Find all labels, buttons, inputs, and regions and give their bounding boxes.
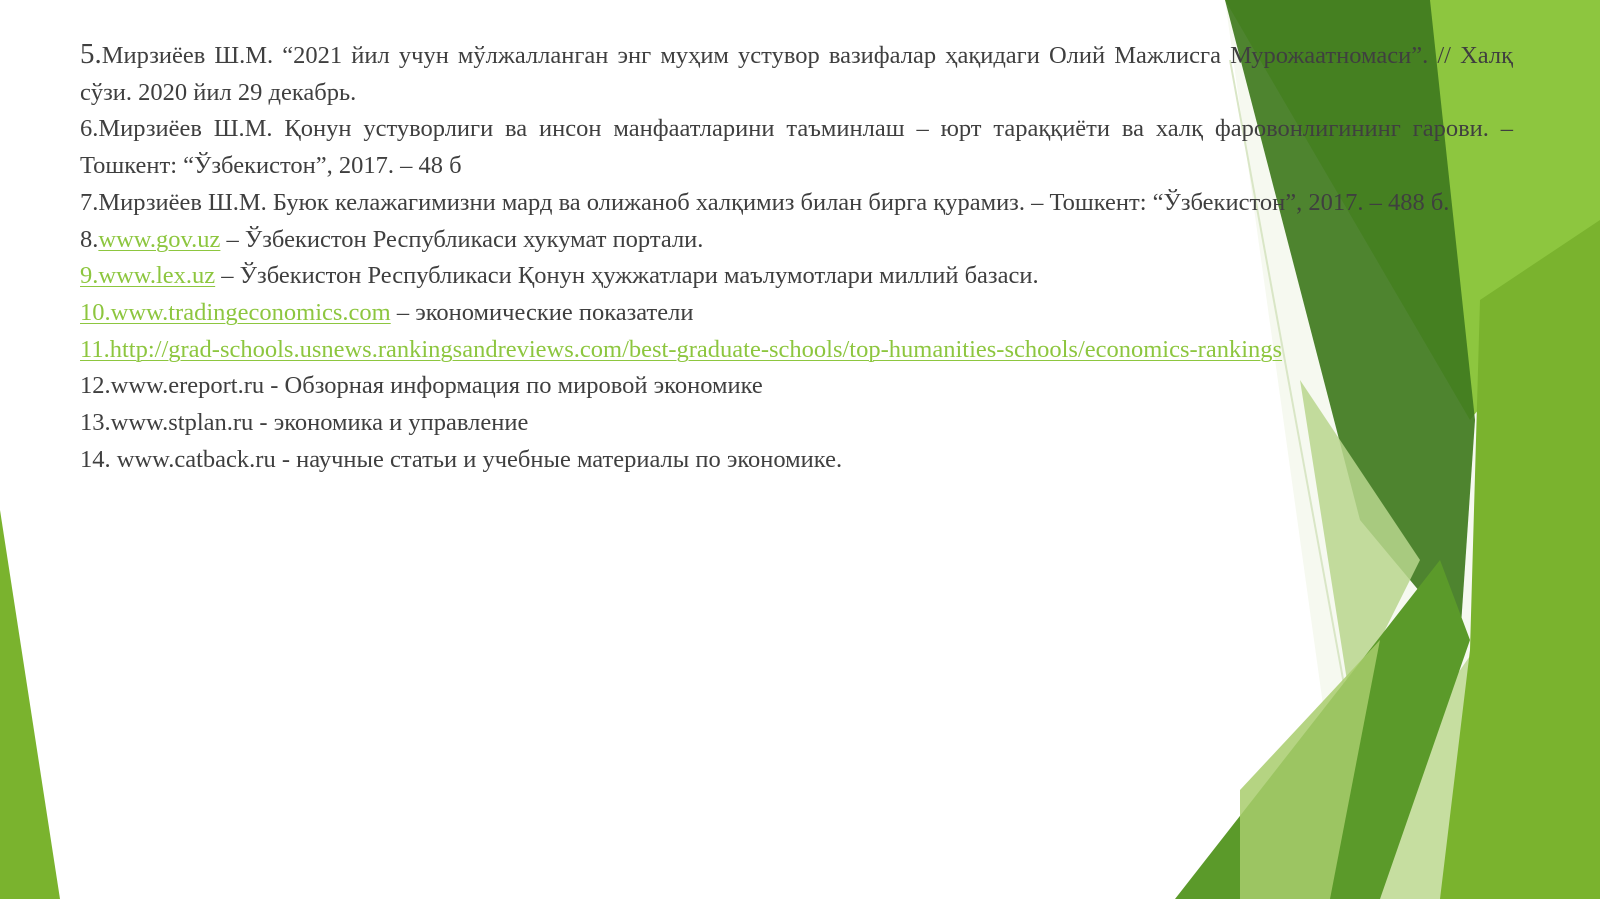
reference-item-14 [80, 442, 1513, 479]
reference-text: – Ўзбекистон Республикаси Қонун ҳужжатлари маълумотлари миллий базаси. [215, 262, 1039, 290]
usnews-rankings-link[interactable]: 11.http://grad-schools.usnews.rankingsandreviews.com/best-graduate-schools/top-humanities-schools/economics-rankings [80, 335, 1283, 363]
reference-item-5 [80, 36, 1513, 111]
tradingeconomics-link[interactable]: 10.www.tradingeconomics.com [80, 298, 391, 326]
reference-item-7 [80, 185, 1513, 222]
reference-prefix: 8. [80, 225, 99, 253]
left-green-stripe [0, 510, 60, 899]
lex-uz-link[interactable]: 9.www.lex.uz [80, 262, 216, 290]
reference-text: 6.Мирзиёев Ш.М. Қонун устуворлиги ва инсон манфаатларини таъминлаш – юрт тараққиёти ва халқ фаровонлигининг гарови. – Тошкент: “Ўзбекистон”, 2017. – 48 б [80, 115, 1513, 180]
reference-text: 14. www.catback.ru - научные статьи и учебные материалы по экономике. [80, 445, 843, 473]
reference-item-12 [80, 368, 1513, 405]
reference-item-10 [80, 295, 1513, 332]
reference-number: 5. [80, 38, 102, 70]
reference-text: – Ўзбекистон Республикаси хукумат портали. [220, 225, 704, 253]
reference-text: 13.www.stplan.ru - экономика и управление [80, 409, 529, 437]
reference-text: Мирзиёев Ш.М. “2021 йил учун мўлжалланган энг муҳим устувор вазифалар ҳақидаги Олий Мажлисга Мурожаатномаси”. // Халқ сўзи. 2020 йил 29 декабрь. [80, 42, 1513, 106]
reference-item-8 [80, 222, 1513, 259]
reference-text: – экономические показатели [390, 298, 694, 326]
gov-uz-link[interactable]: www.gov.uz [98, 225, 221, 253]
reference-item-6 [80, 111, 1513, 184]
reference-text: 7.Мирзиёев Ш.М. Буюк келажагимизни мард ва олижаноб халқимиз билан бирга қурамиз. – Тошкент: “Ўзбекистон”, 2017. – 488 б. [80, 188, 1450, 216]
reference-list [80, 36, 1513, 478]
reference-text: 12.www.ereport.ru - Обзорная информация по мировой экономике [80, 372, 763, 400]
reference-item-11 [80, 332, 1513, 369]
reference-item-9 [80, 258, 1513, 295]
reference-item-13 [80, 405, 1513, 442]
